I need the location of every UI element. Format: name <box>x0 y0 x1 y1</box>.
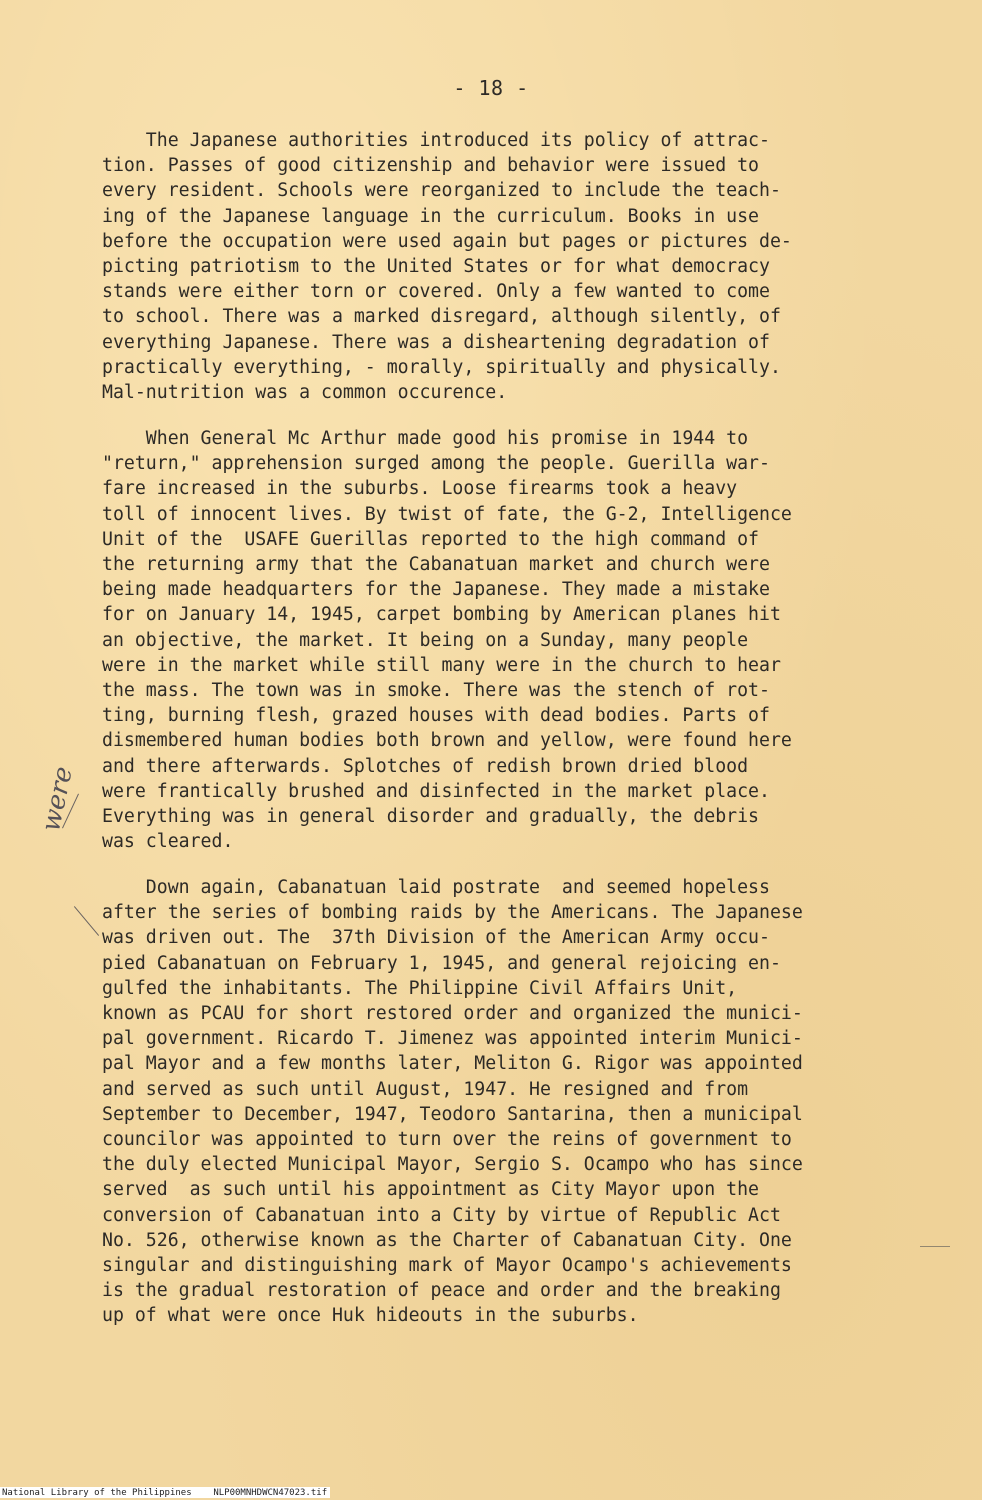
margin-dash-mark <box>920 1246 950 1247</box>
text-line: the mass. The town was in smoke. There was the stench of rot- <box>102 680 770 702</box>
text-line: was cleared. <box>102 831 234 853</box>
text-line: fare increased in the suburbs. Loose firearms took a heavy <box>102 478 738 500</box>
handwritten-margin-note: were <box>36 763 79 835</box>
text-line: is the gradual restoration of peace and order and the breaking <box>102 1280 781 1302</box>
text-line: practically everything, - morally, spiritually and physically. <box>102 356 781 378</box>
text-line: stands were either torn or covered. Only a few wanted to come <box>102 281 770 303</box>
text-line: to school. There was a marked disregard, although silently, of <box>102 306 781 328</box>
text-line: served as such until his appointment as City Mayor upon the <box>102 1179 759 1201</box>
text-line: were frantically brushed and disinfected in the market place. <box>102 780 770 802</box>
text-line: "return," apprehension surged among the people. Guerilla war- <box>102 453 770 475</box>
text-line: pal Mayor and a few months later, Meliton G. Rigor was appointed <box>102 1053 803 1075</box>
text-line: conversion of Cabanatuan into a City by virtue of Republic Act <box>102 1204 781 1226</box>
text-line: Everything was in general disorder and gradually, the debris <box>102 806 759 828</box>
text-line: every resident. Schools were reorganized to include the teach- <box>102 180 781 202</box>
text-line: tion. Passes of good citizenship and behavior were issued to <box>102 155 759 177</box>
text-line: everything Japanese. There was a disheartening degradation of <box>102 331 770 353</box>
text-line: the duly elected Municipal Mayor, Sergio S. Ocampo who has since <box>102 1154 803 1176</box>
text-line: picting patriotism to the United States or for what democracy <box>102 256 770 278</box>
paragraph-postwar-government <box>102 875 902 1329</box>
text-line: an objective, the market. It being on a Sunday, many people <box>102 629 749 651</box>
text-line: before the occupation were used again but pages or pictures de- <box>102 230 792 252</box>
text-line: Unit of the USAFE Guerillas reported to the high command of <box>102 528 759 550</box>
text-line: up of what were once Huk hideouts in the suburbs. <box>102 1305 639 1327</box>
text-line: pal government. Ricardo T. Jimenez was appointed interim Munici- <box>102 1028 803 1050</box>
text-line: and there afterwards. Splotches of redish brown dried blood <box>102 755 749 777</box>
text-line: were in the market while still many were in the church to hear <box>102 654 781 676</box>
text-line: toll of innocent lives. By twist of fate, the G-2, Intelligence <box>102 503 792 525</box>
text-line: The Japanese authorities introduced its policy of attrac- <box>102 130 770 151</box>
text-line: ting, burning flesh, grazed houses with dead bodies. Parts of <box>102 705 770 727</box>
paragraph-japanese-occupation <box>102 128 902 405</box>
text-line: dismembered human bodies both brown and yellow, were found here <box>102 730 792 752</box>
text-line: ing of the Japanese language in the curriculum. Books in use <box>102 205 759 227</box>
scan-source-caption: National Library of the Philippines NLP00MNHDWCN47023.tif <box>0 1487 330 1498</box>
text-line: after the series of bombing raids by the Americans. The Japanese <box>102 902 803 924</box>
text-line: gulfed the inhabitants. The Philippine Civil Affairs Unit, <box>102 977 738 999</box>
text-line: for on January 14, 1945, carpet bombing by American planes hit <box>102 604 781 626</box>
text-line: Down again, Cabanatuan laid postrate and seemed hopeless <box>102 877 770 898</box>
text-line: Mal-nutrition was a common occurence. <box>102 382 508 404</box>
text-line: was driven out. The 37th Division of the American Army occu- <box>102 927 770 949</box>
text-line: September to December, 1947, Teodoro Santarina, then a municipal <box>102 1103 803 1125</box>
text-line: known as PCAU for short restored order and organized the munici- <box>102 1003 803 1025</box>
text-line: and served as such until August, 1947. He resigned and from <box>102 1078 749 1100</box>
handwritten-bracket-mark <box>74 906 99 936</box>
text-line: being made headquarters for the Japanese. They made a mistake <box>102 579 770 601</box>
text-line: No. 526, otherwise known as the Charter of Cabanatuan City. One <box>102 1229 792 1251</box>
text-line: singular and distinguishing mark of Mayor Ocampo's achievements <box>102 1255 792 1277</box>
text-line: councilor was appointed to turn over the reins of government to <box>102 1129 792 1151</box>
text-line: pied Cabanatuan on February 1, 1945, and general rejoicing en- <box>102 952 781 974</box>
page-number: - 18 - <box>453 76 529 100</box>
paragraph-liberation-bombing <box>102 426 902 854</box>
text-line: When General Mc Arthur made good his promise in 1944 to <box>102 428 749 449</box>
text-line: the returning army that the Cabanatuan market and church were <box>102 554 770 576</box>
